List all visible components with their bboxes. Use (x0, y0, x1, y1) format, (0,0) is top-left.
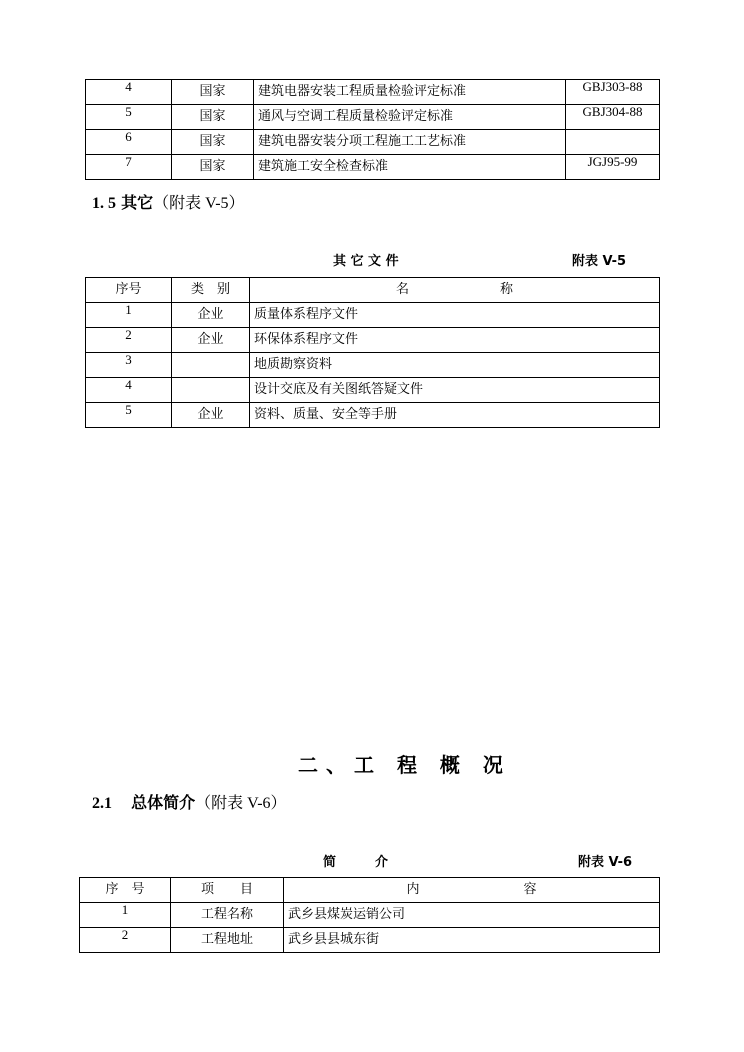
row-category (172, 378, 250, 403)
row-standard-name: 建筑电器安装工程质量检验评定标准 (254, 80, 566, 105)
row-category: 国家 (172, 130, 254, 155)
row-number: 5 (86, 105, 172, 130)
table-row (86, 353, 660, 378)
header-no: 序 号 (80, 878, 171, 903)
section-2-1-heading (92, 790, 287, 813)
table-row (86, 105, 660, 130)
row-standard-name: 建筑施工安全检查标准 (254, 155, 566, 180)
row-number: 5 (86, 403, 172, 428)
section-subtitle: （附表 V-6） (195, 795, 287, 812)
row-category (172, 353, 250, 378)
chapter-title: 二、工 程 概 况 (298, 753, 511, 777)
row-standard-code (566, 130, 660, 155)
table-tag: 附表 V-5 (572, 254, 627, 269)
section-title: 总体简介 (131, 793, 196, 812)
row-item: 工程名称 (171, 903, 284, 928)
row-standard-code: JGJ95-99 (566, 155, 660, 180)
table-row (86, 130, 660, 155)
row-number: 4 (86, 80, 172, 105)
header-content: 内 容 (284, 878, 660, 903)
row-number: 4 (86, 378, 172, 403)
table-row (86, 303, 660, 328)
row-standard-name: 通风与空调工程质量检验评定标准 (254, 105, 566, 130)
row-document-name: 质量体系程序文件 (250, 303, 660, 328)
section-1-5-heading (92, 190, 245, 213)
row-category: 企业 (172, 303, 250, 328)
other-documents-table (85, 277, 660, 428)
row-standard-code: GBJ304-88 (566, 105, 660, 130)
row-item: 工程地址 (171, 928, 284, 953)
table-row (86, 378, 660, 403)
row-number: 1 (80, 903, 171, 928)
header-category: 类 别 (172, 278, 250, 303)
table-row (86, 80, 660, 105)
row-content: 武乡县煤炭运销公司 (284, 903, 660, 928)
row-standard-name: 建筑电器安装分项工程施工工艺标准 (254, 130, 566, 155)
row-category: 企业 (172, 403, 250, 428)
row-number: 3 (86, 353, 172, 378)
row-number: 7 (86, 155, 172, 180)
row-category: 国家 (172, 155, 254, 180)
header-name: 名 称 (250, 278, 660, 303)
table-row (80, 903, 660, 928)
section-subtitle: （附表 V-5） (153, 195, 245, 212)
table-row (80, 928, 660, 953)
header-item: 项 目 (171, 878, 284, 903)
table-caption: 简 介 (323, 855, 389, 870)
row-standard-code: GBJ303-88 (566, 80, 660, 105)
table-row (86, 328, 660, 353)
row-number: 2 (80, 928, 171, 953)
table-tag: 附表 V-6 (578, 855, 633, 870)
row-document-name: 地质勘察资料 (250, 353, 660, 378)
row-document-name: 设计交底及有关图纸答疑文件 (250, 378, 660, 403)
row-number: 2 (86, 328, 172, 353)
row-document-name: 资料、质量、安全等手册 (250, 403, 660, 428)
row-document-name: 环保体系程序文件 (250, 328, 660, 353)
section-title: 其它 (121, 193, 154, 212)
header-no: 序号 (86, 278, 172, 303)
section-number: 1. 5 (92, 195, 116, 212)
row-category: 国家 (172, 80, 254, 105)
row-category: 企业 (172, 328, 250, 353)
table-row (86, 155, 660, 180)
section-number: 2.1 (92, 795, 112, 812)
table-row (86, 403, 660, 428)
row-content: 武乡县县城东街 (284, 928, 660, 953)
row-number: 6 (86, 130, 172, 155)
overview-table (79, 877, 660, 953)
table-caption: 其 它 文 件 (333, 254, 399, 269)
standards-table (85, 79, 660, 180)
row-number: 1 (86, 303, 172, 328)
row-category: 国家 (172, 105, 254, 130)
